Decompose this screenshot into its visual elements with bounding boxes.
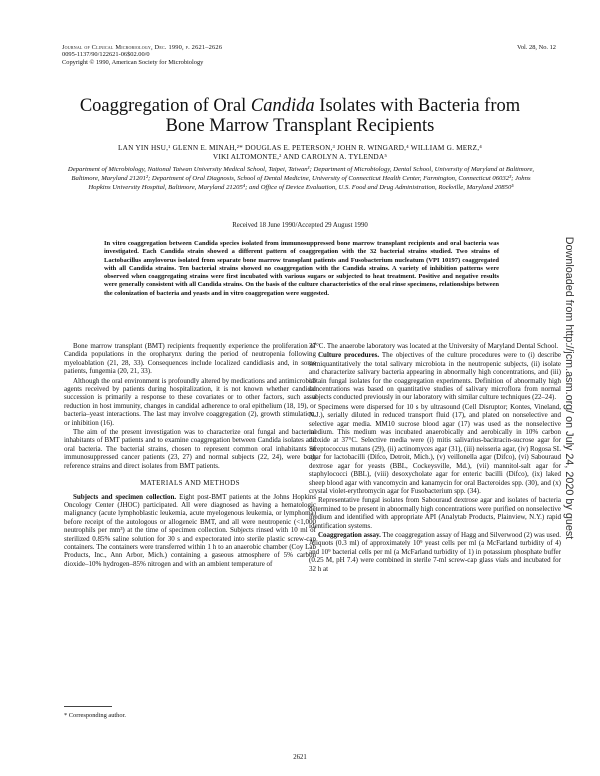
title-italic: Candida (250, 96, 315, 116)
copyright-line: Copyright © 1990, American Society for Microbiology (62, 58, 204, 66)
culture-paragraph (309, 351, 561, 401)
authors-line2: VIKI ALTOMONTE,² AND CAROLYN A. TYLENDA⁵ (212, 152, 388, 161)
media-paragraph: Specimens were dispersed for 10 s by ultrasound (Cell Disruptor; Kontes, Vineland, N.J.), serially diluted in reduced transport fluid (17), and plated on nonselective and selective agar media. MM10 sucrose blood agar (17) was used as the nonselective medium. This medium was incubated anaerobically and aerobically in 10% carbon dioxide at 37°C. Selective media were (i) mitis salivarius-bacitracin-sucrose agar for Streptococcus mutans (29), (ii) actinomyces agar (31), (iii) neisseria agar, (iv) Rogosa SL agar for lactobacilli (Difco, Detroit, Mich.), (v) veillonella agar (Difco), (vi) Sabouraud dextrose agar for yeasts (BBL, Cockeysville, Md.), (vii) mannitol-salt agar for staphylococci (BBL), (viii) desoxycholate agar for enteric bacilli (Difco), (ix) laked sheep blood agar with vancomycin and kanamycin for oral Bacteroides spp. (30), and (x) crystal violet-erythromycin agar for Fusobacterium spp. (34). (309, 402, 561, 495)
title-part2: Isolates with Bacteria from (314, 96, 521, 116)
download-link-text[interactable]: Downloaded from http://jcm.asm.org/ on July 24, 2020 by guest (563, 236, 575, 540)
volume-label: Vol. 28, No. 12 (517, 44, 556, 51)
title-part1: Coaggregation of Oral (79, 96, 251, 116)
intro-paragraph-3: The aim of the present investigation was to characterize oral fungal and bacterial inhabitants of BMT patients and to examine coaggregation between Candida isolates and oral bacteria. The bacterial strains, chosen to represent common oral inhabitants of immunosuppressed cancer patients (23, 27) and normal subjects (22, 24), were both reference strains and direct isolates from BMT patients. (64, 428, 316, 470)
journal-code: 0095-1137/90/122621-06$02.00/0 (62, 51, 150, 59)
section-heading: MATERIALS AND METHODS (140, 479, 240, 488)
assay-heading: Coaggregation assay. (318, 530, 381, 539)
culture-heading: Culture procedures. (318, 351, 380, 360)
abstract: In vitro coaggregation between Candida species isolated from immunosuppressed bone marrow transplant recipients and oral bacteria was investigated. Each Candida strain showed a different pattern of coaggregation with the 32 bacterial strains studied. Two strains of Lactobacillus amylovorus isolated from separate bone marrow transplant patients and Fusobacterium nucleatum (VPI 10197) coaggregated with all Candida strains. Ten bacterial strains showed no coaggregation with the Candida strains. A variety of inhibition patterns were observed when coaggregating strains were first incubated with various sugars or subjected to heat treatment. Positive and negative results were generally consistent with all Candida strains. On the basis of the culture characteristics of the oral rinse specimens, relationships between the colonization of bacteria and yeasts and in vitro coaggregation were suggested. (104, 240, 499, 297)
subjects-text: Eight post-BMT patients at the Johns Hopkins Oncology Center (JHOC) participated. All were diagnosed as having a hematologic malignancy (acute lymphoblastic leukemia, acute myelogenous leukemia, or lymphoma) before receipt of the autologous or allogeneic BMT, and all were neutropenic (<1,000 neutrophils per mm³) at the time of specimen collection. Subjects rinsed with 10 ml of sterilized 0.85% saline solution for 30 s and expectorated into sterile plastic screw-cap containers. The containers were transferred within 1 h to an anaerobic chamber (Coy Lab Products, Inc., Ann Arbor, Mich.) containing a gaseous atmosphere of 5% carbon dioxide–10% hydrogen–85% nitrogen and with an ambient temperature of (64, 492, 316, 568)
title-line2: Bone Marrow Transplant Recipients (165, 116, 435, 136)
page-number: 2621 (293, 754, 307, 761)
assay-text: The coaggregation assay of Hagg and Silverwood (2) was used. Aliquots (0.3 ml) of approximately 10⁹ yeast cells per ml (a McFarland turbidity of 4) and 10⁹ bacterial cells per ml (a McFarland turbidity of 1) in potassium phosphate buffer (0.25 M, pH 7.4) were combined in sterile 7-ml screw-cap glass vials and incubated for 32 h at (309, 530, 562, 573)
intro-paragraph-2: Although the oral environment is profoundly altered by medications and antimicrobial agents received by patients during hospitalization, it is not known whether candidal succession is primarily a response to these covariates or to other factors, such as a reduction in host immunity, changes in candidal adherence to oral epithelium (18, 19), or bacteria–yeast interactions. The last may involve coaggregation (2), growth stimulation, or inhibition (16). (64, 376, 316, 427)
subjects-paragraph (64, 493, 316, 569)
continued-paragraph: 37°C. The anaerobe laboratory was located at the University of Maryland Dental School. (309, 342, 559, 350)
article-title (40, 96, 560, 136)
affiliations: Department of Microbiology, National Taiwan University Medical School, Taipei, Taiwan¹; Department of Microbiology, Dental School, University of Maryland at Baltimore, Baltimore, Maryland 21201²; Department of Oral Diagnosis, School of Dental Medicine, University of Connecticut Health Center, Farmington, Connecticut 06032³; Johns Hopkins University Hospital, Baltimore, Maryland 21205⁴; and Office of Device Evaluation, U.S. Food and Drug Administration, Rockville, Maryland 20850⁵ (67, 166, 535, 191)
journal-header (62, 44, 556, 66)
isolates-paragraph: Representative fungal isolates from Sabouraud dextrose agar and isolates of bacteria determined to be present in abnormally high concentrations were purified on nonselective medium and identified with appropriate API (Analytab Products, Plainview, N.Y.) rapid identification systems. (309, 496, 561, 530)
received-date: Received 18 June 1990/Accepted 29 August 1990 (232, 222, 368, 229)
author-list (40, 143, 560, 161)
culture-text: The objectives of the culture procedures were to (i) describe semiquantitatively the total salivary microbiota in the neutropenic subjects, (ii) isolate and characterize salivary bacteria appearing in abnormally high concentrations, and (iii) obtain fungal isolates for the coaggregation experiments. Definition of abnormally high concentrations was based on quantitative studies of salivary microflora from normal subjects conducted previously in our laboratory with similar culture techniques (22–24). (309, 351, 562, 402)
assay-paragraph (309, 531, 561, 573)
subjects-heading: Subjects and specimen collection. (73, 492, 177, 501)
intro-paragraph-1: Bone marrow transplant (BMT) recipients frequently experience the proliferation of Candida populations in the oropharynx during the period of neutropenia following myeloablation (21, 28, 33). Consequences include localized candidiasis and, in some patients, fungemia (20, 21, 33). (64, 342, 316, 376)
authors-line1: LAN YIN HSU,¹ GLENN E. MINAH,²* DOUGLAS E. PETERSON,³ JOHN R. WINGARD,⁴ WILLIAM G. MERZ,⁴ (118, 143, 482, 152)
left-column (64, 342, 316, 569)
footnote-rule (64, 706, 112, 707)
right-column (309, 342, 561, 574)
footnote: * Corresponding author. (64, 712, 126, 719)
journal-citation: Journal of Clinical Microbiology, Dec. 1990, p. 2621–2626 (62, 44, 223, 51)
